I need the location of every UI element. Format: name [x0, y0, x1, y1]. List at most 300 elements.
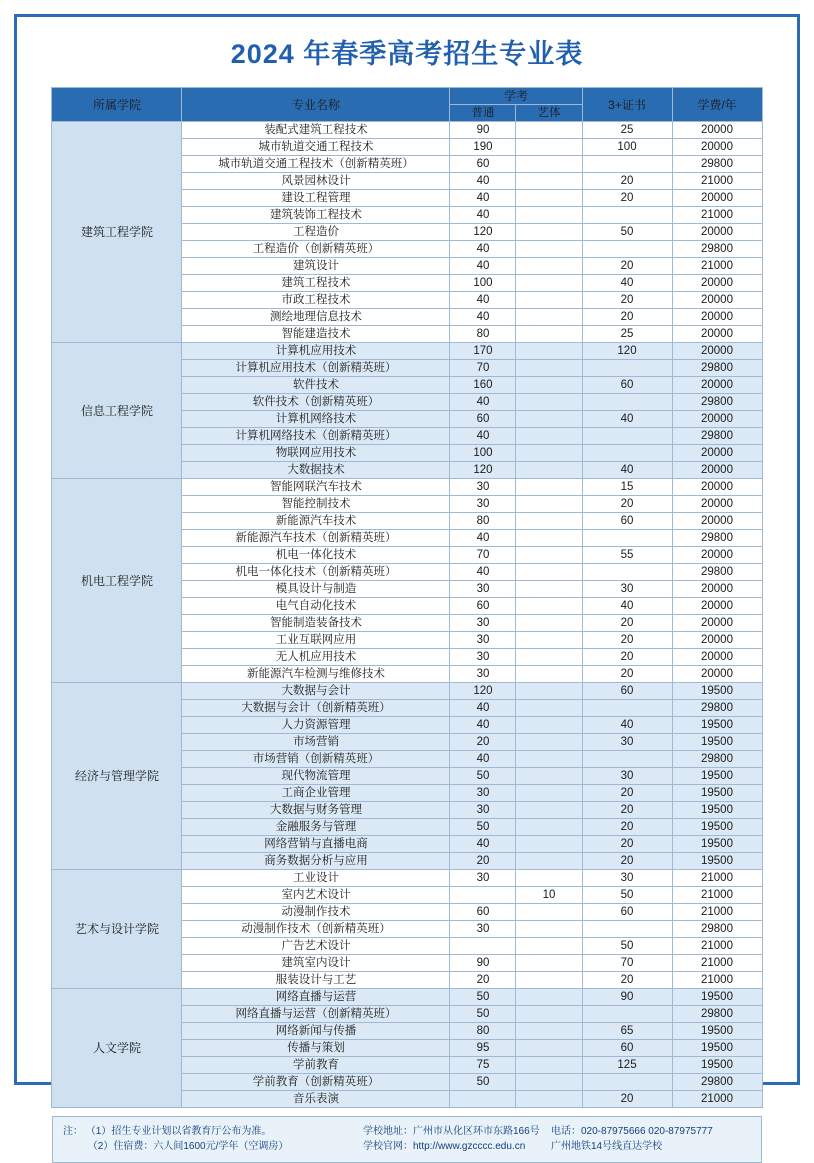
zhengshu-cell: 20 — [582, 853, 672, 870]
majors-table — [51, 87, 762, 1108]
zhengshu-cell: 90 — [582, 989, 672, 1006]
poster-content — [20, 20, 794, 1152]
xuefei-cell: 29800 — [672, 564, 762, 581]
table-row — [52, 479, 762, 496]
xuekao-yiti-cell — [516, 785, 582, 802]
zhengshu-cell — [582, 1006, 672, 1023]
zhengshu-cell — [582, 394, 672, 411]
xuekao-yiti-cell — [516, 547, 582, 564]
major-cell: 软件技术（创新精英班） — [182, 394, 450, 411]
xuekao-yiti-cell — [516, 394, 582, 411]
major-cell: 智能网联汽车技术 — [182, 479, 450, 496]
xuefei-cell: 20000 — [672, 462, 762, 479]
xuefei-cell: 29800 — [672, 241, 762, 258]
major-cell: 新能源汽车技术（创新精英班） — [182, 530, 450, 547]
xuekao-yiti-cell — [516, 615, 582, 632]
college-cell: 建筑工程学院 — [52, 122, 182, 343]
major-cell: 工业互联网应用 — [182, 632, 450, 649]
xuekao-putong-cell: 30 — [450, 870, 516, 887]
xuekao-putong-cell: 120 — [450, 224, 516, 241]
major-cell: 计算机应用技术 — [182, 343, 450, 360]
table-row — [52, 683, 762, 700]
zhengshu-cell — [582, 207, 672, 224]
zhengshu-cell: 25 — [582, 122, 672, 139]
xuekao-yiti-cell — [516, 309, 582, 326]
xuekao-putong-cell: 170 — [450, 343, 516, 360]
xuekao-putong-cell: 50 — [450, 819, 516, 836]
xuefei-cell: 21000 — [672, 207, 762, 224]
zhengshu-cell: 20 — [582, 649, 672, 666]
major-cell: 无人机应用技术 — [182, 649, 450, 666]
xuekao-putong-cell: 70 — [450, 547, 516, 564]
xuefei-cell: 20000 — [672, 547, 762, 564]
major-cell: 计算机应用技术（创新精英班） — [182, 360, 450, 377]
note-label: 注： — [63, 1126, 83, 1137]
major-cell: 电气自动化技术 — [182, 598, 450, 615]
xuefei-cell: 29800 — [672, 394, 762, 411]
xuefei-cell: 20000 — [672, 292, 762, 309]
xuekao-yiti-cell — [516, 139, 582, 156]
xuekao-putong-cell: 20 — [450, 853, 516, 870]
xuekao-yiti-cell — [516, 292, 582, 309]
xuekao-putong-cell: 50 — [450, 768, 516, 785]
header-xuefei: 学费/年 — [672, 88, 762, 122]
college-cell: 经济与管理学院 — [52, 683, 182, 870]
major-cell: 机电一体化技术 — [182, 547, 450, 564]
zhengshu-cell: 20 — [582, 1091, 672, 1108]
zhengshu-cell: 25 — [582, 326, 672, 343]
zhengshu-cell: 20 — [582, 802, 672, 819]
xuekao-putong-cell: 40 — [450, 428, 516, 445]
xuekao-yiti-cell — [516, 972, 582, 989]
xuefei-cell: 20000 — [672, 445, 762, 462]
zhengshu-cell: 50 — [582, 887, 672, 904]
xuefei-cell: 20000 — [672, 666, 762, 683]
xuefei-cell: 20000 — [672, 615, 762, 632]
xuefei-cell: 20000 — [672, 139, 762, 156]
xuefei-cell: 19500 — [672, 1057, 762, 1074]
major-cell: 城市轨道交通工程技术 — [182, 139, 450, 156]
xuekao-putong-cell: 40 — [450, 309, 516, 326]
xuekao-yiti-cell — [516, 989, 582, 1006]
footer-notes — [52, 1116, 762, 1163]
tel-value: 020-87975666 020-87975777 — [581, 1126, 713, 1137]
zhengshu-cell: 65 — [582, 1023, 672, 1040]
xuefei-cell: 29800 — [672, 428, 762, 445]
xuefei-cell: 19500 — [672, 1023, 762, 1040]
xuekao-yiti-cell — [516, 717, 582, 734]
xuekao-yiti-cell — [516, 377, 582, 394]
xuefei-cell: 21000 — [672, 870, 762, 887]
table-row — [52, 989, 762, 1006]
note-line-2: （2）住宿费：六人间1600元/学年（空调房） — [87, 1141, 289, 1152]
major-cell: 建筑设计 — [182, 258, 450, 275]
xuekao-yiti-cell — [516, 428, 582, 445]
xuekao-putong-cell: 60 — [450, 156, 516, 173]
major-cell: 网络营销与直播电商 — [182, 836, 450, 853]
xuekao-putong-cell: 40 — [450, 751, 516, 768]
xuekao-putong-cell: 60 — [450, 411, 516, 428]
xuekao-yiti-cell — [516, 445, 582, 462]
xuekao-putong-cell: 40 — [450, 700, 516, 717]
major-cell: 音乐表演 — [182, 1091, 450, 1108]
zhengshu-cell — [582, 1074, 672, 1091]
xuekao-putong-cell: 100 — [450, 275, 516, 292]
xuekao-putong-cell: 160 — [450, 377, 516, 394]
xuekao-yiti-cell — [516, 122, 582, 139]
zhengshu-cell: 20 — [582, 173, 672, 190]
xuekao-putong-cell: 100 — [450, 445, 516, 462]
xuekao-yiti-cell — [516, 1091, 582, 1108]
major-cell: 金融服务与管理 — [182, 819, 450, 836]
xuekao-yiti-cell — [516, 1040, 582, 1057]
xuekao-yiti-cell — [516, 955, 582, 972]
major-cell: 市政工程技术 — [182, 292, 450, 309]
xuekao-yiti-cell — [516, 411, 582, 428]
major-cell: 动漫制作技术（创新精英班） — [182, 921, 450, 938]
zhengshu-cell: 60 — [582, 1040, 672, 1057]
xuekao-putong-cell: 95 — [450, 1040, 516, 1057]
xuefei-cell: 20000 — [672, 275, 762, 292]
table-row — [52, 870, 762, 887]
major-cell: 工业设计 — [182, 870, 450, 887]
xuekao-yiti-cell — [516, 1006, 582, 1023]
major-cell: 大数据与会计 — [182, 683, 450, 700]
note-line-1: （1）招生专业计划以省教育厅公布为准。 — [85, 1126, 272, 1137]
zhengshu-cell: 20 — [582, 190, 672, 207]
xuefei-cell: 19500 — [672, 836, 762, 853]
xuefei-cell: 19500 — [672, 853, 762, 870]
xuefei-cell: 20000 — [672, 632, 762, 649]
xuefei-cell: 20000 — [672, 411, 762, 428]
zhengshu-cell — [582, 564, 672, 581]
xuekao-yiti-cell — [516, 921, 582, 938]
zhengshu-cell: 60 — [582, 683, 672, 700]
xuekao-putong-cell: 30 — [450, 581, 516, 598]
college-cell: 信息工程学院 — [52, 343, 182, 479]
xuekao-yiti-cell — [516, 462, 582, 479]
xuekao-putong-cell: 40 — [450, 564, 516, 581]
xuekao-putong-cell — [450, 938, 516, 955]
page-title: 2024 年春季高考招生专业表 — [230, 39, 584, 69]
xuefei-cell: 29800 — [672, 1074, 762, 1091]
zhengshu-cell: 20 — [582, 309, 672, 326]
college-cell: 机电工程学院 — [52, 479, 182, 683]
major-cell: 现代物流管理 — [182, 768, 450, 785]
xuefei-cell: 29800 — [672, 1006, 762, 1023]
zhengshu-cell: 40 — [582, 717, 672, 734]
xuefei-cell: 20000 — [672, 122, 762, 139]
xuefei-cell: 29800 — [672, 700, 762, 717]
xuekao-putong-cell: 80 — [450, 326, 516, 343]
zhengshu-cell: 30 — [582, 870, 672, 887]
xuekao-yiti-cell — [516, 207, 582, 224]
zhengshu-cell: 40 — [582, 598, 672, 615]
xuekao-yiti-cell — [516, 479, 582, 496]
xuekao-putong-cell: 30 — [450, 649, 516, 666]
xuefei-cell: 20000 — [672, 377, 762, 394]
xuefei-cell: 20000 — [672, 496, 762, 513]
xuefei-cell: 29800 — [672, 921, 762, 938]
major-cell: 智能建造技术 — [182, 326, 450, 343]
major-cell: 新能源汽车技术 — [182, 513, 450, 530]
major-cell: 服装设计与工艺 — [182, 972, 450, 989]
xuefei-cell: 20000 — [672, 598, 762, 615]
major-cell: 建筑室内设计 — [182, 955, 450, 972]
xuekao-putong-cell: 120 — [450, 683, 516, 700]
xuekao-yiti-cell — [516, 564, 582, 581]
xuefei-cell: 21000 — [672, 887, 762, 904]
xuekao-yiti-cell — [516, 683, 582, 700]
xuekao-putong-cell: 70 — [450, 360, 516, 377]
address-label: 学校地址： — [363, 1126, 413, 1137]
xuekao-yiti-cell — [516, 870, 582, 887]
xuekao-yiti-cell — [516, 598, 582, 615]
xuekao-yiti-cell — [516, 649, 582, 666]
xuekao-putong-cell: 40 — [450, 190, 516, 207]
xuekao-putong-cell: 40 — [450, 394, 516, 411]
xuefei-cell: 21000 — [672, 1091, 762, 1108]
major-cell: 计算机网络技术 — [182, 411, 450, 428]
website-label: 学校官网： — [363, 1141, 413, 1152]
header-zhengshu: 3+证书 — [582, 88, 672, 122]
xuekao-putong-cell: 190 — [450, 139, 516, 156]
xuekao-yiti-cell — [516, 156, 582, 173]
xuekao-yiti-cell — [516, 241, 582, 258]
xuekao-putong-cell: 50 — [450, 989, 516, 1006]
major-cell: 商务数据分析与应用 — [182, 853, 450, 870]
xuekao-putong-cell: 30 — [450, 921, 516, 938]
header-xuekao-putong: 普通 — [450, 105, 516, 122]
header-xuekao: 学考 — [450, 88, 582, 105]
major-cell: 大数据与会计（创新精英班） — [182, 700, 450, 717]
zhengshu-cell — [582, 445, 672, 462]
major-cell: 风景园林设计 — [182, 173, 450, 190]
major-cell: 室内艺术设计 — [182, 887, 450, 904]
xuekao-yiti-cell: 10 — [516, 887, 582, 904]
major-cell: 市场营销（创新精英班） — [182, 751, 450, 768]
zhengshu-cell: 50 — [582, 224, 672, 241]
major-cell: 测绘地理信息技术 — [182, 309, 450, 326]
major-cell: 广告艺术设计 — [182, 938, 450, 955]
xuekao-yiti-cell — [516, 360, 582, 377]
xuekao-putong-cell: 40 — [450, 173, 516, 190]
xuekao-putong-cell: 90 — [450, 122, 516, 139]
major-cell: 建设工程管理 — [182, 190, 450, 207]
header-xuekao-yiti: 艺体 — [516, 105, 582, 122]
major-cell: 人力资源管理 — [182, 717, 450, 734]
major-cell: 学前教育 — [182, 1057, 450, 1074]
xuekao-putong-cell — [450, 887, 516, 904]
xuekao-putong-cell: 30 — [450, 615, 516, 632]
xuekao-yiti-cell — [516, 700, 582, 717]
metro-info: 广州地铁14号线直达学校 — [551, 1141, 663, 1152]
major-cell: 工商企业管理 — [182, 785, 450, 802]
major-cell: 工程造价 — [182, 224, 450, 241]
xuekao-putong-cell: 80 — [450, 1023, 516, 1040]
major-cell: 城市轨道交通工程技术（创新精英班） — [182, 156, 450, 173]
xuekao-putong-cell: 30 — [450, 479, 516, 496]
xuefei-cell: 19500 — [672, 802, 762, 819]
website-value: http://www.gzcccc.edu.cn — [413, 1141, 526, 1152]
xuekao-yiti-cell — [516, 632, 582, 649]
zhengshu-cell: 70 — [582, 955, 672, 972]
xuefei-cell: 20000 — [672, 224, 762, 241]
xuekao-putong-cell: 40 — [450, 292, 516, 309]
zhengshu-cell — [582, 360, 672, 377]
major-cell: 模具设计与制造 — [182, 581, 450, 598]
college-cell: 艺术与设计学院 — [52, 870, 182, 989]
xuekao-yiti-cell — [516, 190, 582, 207]
xuekao-yiti-cell — [516, 343, 582, 360]
xuekao-putong-cell: 40 — [450, 241, 516, 258]
table-header — [52, 88, 762, 122]
xuekao-putong-cell: 30 — [450, 802, 516, 819]
xuefei-cell: 19500 — [672, 1040, 762, 1057]
major-cell: 传播与策划 — [182, 1040, 450, 1057]
zhengshu-cell: 20 — [582, 666, 672, 683]
zhengshu-cell: 20 — [582, 785, 672, 802]
xuekao-putong-cell: 40 — [450, 207, 516, 224]
xuekao-putong-cell: 30 — [450, 666, 516, 683]
header-college: 所属学院 — [52, 88, 182, 122]
xuekao-yiti-cell — [516, 496, 582, 513]
xuekao-yiti-cell — [516, 1023, 582, 1040]
zhengshu-cell: 30 — [582, 768, 672, 785]
zhengshu-cell: 40 — [582, 462, 672, 479]
xuefei-cell: 20000 — [672, 513, 762, 530]
major-cell: 计算机网络技术（创新精英班） — [182, 428, 450, 445]
zhengshu-cell — [582, 700, 672, 717]
major-cell: 网络直播与运营 — [182, 989, 450, 1006]
zhengshu-cell — [582, 751, 672, 768]
xuekao-putong-cell: 80 — [450, 513, 516, 530]
zhengshu-cell: 15 — [582, 479, 672, 496]
major-cell: 物联网应用技术 — [182, 445, 450, 462]
xuekao-yiti-cell — [516, 853, 582, 870]
xuefei-cell: 20000 — [672, 326, 762, 343]
xuekao-putong-cell: 30 — [450, 496, 516, 513]
xuefei-cell: 29800 — [672, 360, 762, 377]
zhengshu-cell: 125 — [582, 1057, 672, 1074]
zhengshu-cell: 60 — [582, 904, 672, 921]
xuefei-cell: 21000 — [672, 258, 762, 275]
major-cell: 网络直播与运营（创新精英班） — [182, 1006, 450, 1023]
zhengshu-cell: 20 — [582, 836, 672, 853]
xuefei-cell: 20000 — [672, 190, 762, 207]
xuekao-putong-cell: 30 — [450, 632, 516, 649]
xuekao-putong-cell: 20 — [450, 734, 516, 751]
zhengshu-cell: 60 — [582, 513, 672, 530]
zhengshu-cell: 100 — [582, 139, 672, 156]
xuefei-cell: 21000 — [672, 938, 762, 955]
zhengshu-cell: 20 — [582, 258, 672, 275]
tel-label: 电话： — [551, 1126, 581, 1137]
xuefei-cell: 20000 — [672, 309, 762, 326]
xuekao-putong-cell: 75 — [450, 1057, 516, 1074]
major-cell: 建筑装饰工程技术 — [182, 207, 450, 224]
header-major: 专业名称 — [182, 88, 450, 122]
zhengshu-cell: 20 — [582, 292, 672, 309]
xuekao-yiti-cell — [516, 275, 582, 292]
xuekao-yiti-cell — [516, 530, 582, 547]
xuefei-cell: 19500 — [672, 819, 762, 836]
xuefei-cell: 29800 — [672, 530, 762, 547]
xuekao-yiti-cell — [516, 224, 582, 241]
zhengshu-cell: 120 — [582, 343, 672, 360]
xuekao-putong-cell: 60 — [450, 904, 516, 921]
xuekao-yiti-cell — [516, 734, 582, 751]
xuekao-yiti-cell — [516, 802, 582, 819]
xuekao-yiti-cell — [516, 904, 582, 921]
table-body — [52, 122, 762, 1108]
xuekao-yiti-cell — [516, 326, 582, 343]
xuefei-cell: 21000 — [672, 955, 762, 972]
xuekao-yiti-cell — [516, 581, 582, 598]
major-cell: 动漫制作技术 — [182, 904, 450, 921]
table-row — [52, 122, 762, 139]
xuefei-cell: 20000 — [672, 649, 762, 666]
xuefei-cell: 21000 — [672, 972, 762, 989]
zhengshu-cell — [582, 921, 672, 938]
major-cell: 智能制造装备技术 — [182, 615, 450, 632]
zhengshu-cell: 50 — [582, 938, 672, 955]
xuefei-cell: 19500 — [672, 734, 762, 751]
zhengshu-cell — [582, 241, 672, 258]
xuekao-yiti-cell — [516, 836, 582, 853]
xuefei-cell: 29800 — [672, 751, 762, 768]
zhengshu-cell: 20 — [582, 632, 672, 649]
major-cell: 大数据与财务管理 — [182, 802, 450, 819]
xuekao-yiti-cell — [516, 258, 582, 275]
xuefei-cell: 19500 — [672, 768, 762, 785]
major-cell: 机电一体化技术（创新精英班） — [182, 564, 450, 581]
major-cell: 智能控制技术 — [182, 496, 450, 513]
major-cell: 市场营销 — [182, 734, 450, 751]
zhengshu-cell: 60 — [582, 377, 672, 394]
xuefei-cell: 19500 — [672, 717, 762, 734]
xuekao-putong-cell: 50 — [450, 1074, 516, 1091]
xuekao-yiti-cell — [516, 768, 582, 785]
xuekao-yiti-cell — [516, 513, 582, 530]
xuekao-putong-cell — [450, 1091, 516, 1108]
xuekao-putong-cell: 40 — [450, 530, 516, 547]
xuekao-yiti-cell — [516, 1074, 582, 1091]
xuekao-putong-cell: 40 — [450, 836, 516, 853]
xuekao-yiti-cell — [516, 1057, 582, 1074]
zhengshu-cell: 20 — [582, 819, 672, 836]
zhengshu-cell — [582, 156, 672, 173]
xuekao-putong-cell: 50 — [450, 1006, 516, 1023]
xuekao-putong-cell: 60 — [450, 598, 516, 615]
zhengshu-cell: 40 — [582, 411, 672, 428]
address-value: 广州市从化区环市东路166号 — [413, 1126, 540, 1137]
zhengshu-cell: 30 — [582, 581, 672, 598]
xuefei-cell: 20000 — [672, 581, 762, 598]
xuekao-putong-cell: 40 — [450, 717, 516, 734]
zhengshu-cell — [582, 428, 672, 445]
major-cell: 建筑工程技术 — [182, 275, 450, 292]
major-cell: 大数据技术 — [182, 462, 450, 479]
zhengshu-cell: 40 — [582, 275, 672, 292]
xuefei-cell: 20000 — [672, 343, 762, 360]
xuefei-cell: 29800 — [672, 156, 762, 173]
major-cell: 工程造价（创新精英班） — [182, 241, 450, 258]
major-cell: 新能源汽车检测与维修技术 — [182, 666, 450, 683]
major-cell: 装配式建筑工程技术 — [182, 122, 450, 139]
xuekao-yiti-cell — [516, 751, 582, 768]
table-row — [52, 343, 762, 360]
